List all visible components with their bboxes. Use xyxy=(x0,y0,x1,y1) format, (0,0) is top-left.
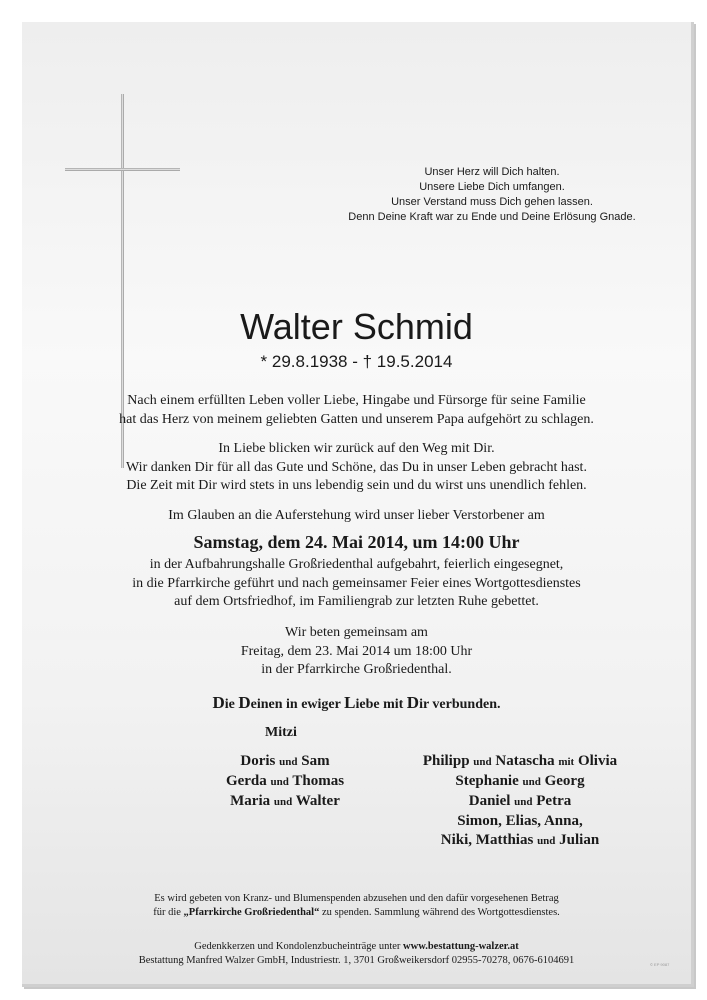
prayer-line: Wir beten gemeinsam am xyxy=(285,625,428,640)
life-dates: * 29.8.1938 - † 19.5.2014 xyxy=(260,352,453,371)
heading-cap: D xyxy=(406,693,420,712)
poem-line: Unsere Liebe Dich umfangen. xyxy=(419,181,565,193)
signature-line: Simon, Elias, Anna, xyxy=(457,813,583,829)
footer-line: Gedenkkerzen und Kondolenzbucheinträge unter www.bestattung-walzer.at xyxy=(194,941,519,952)
signature-widow: Mitzi xyxy=(265,725,297,740)
prayer-line: in der Pfarrkirche Großriedenthal. xyxy=(261,662,452,678)
heading-cap: D xyxy=(238,693,251,712)
heading-cap: D xyxy=(212,693,225,712)
signature-left-column xyxy=(192,752,378,812)
footer-line: Bestattung Manfred Walzer GmbH, Industriestr. 1, 3701 Großweikersdorf 02955-70278, 0676-6104691 xyxy=(138,955,575,966)
thanks-line: Wir danken Dir für all das Gute und Schöne, das Du in unser Leben gebracht hast. xyxy=(126,459,587,475)
signature-line: Philipp und Natascha mit Olivia xyxy=(422,753,618,769)
poem-line: Unser Herz will Dich halten. xyxy=(424,166,560,178)
signature-line: Maria und Walter xyxy=(230,793,340,809)
donation-line: für die „Pfarrkirche Großriedenthal“ zu spenden. Sammlung während des Wortgottesdienstes. xyxy=(153,907,560,918)
donation-recipient: „Pfarrkirche Großriedenthal“ xyxy=(183,907,320,918)
signature-heading xyxy=(22,693,691,715)
heading-text: iebe mit xyxy=(355,697,407,712)
signature-line: Daniel und Petra xyxy=(468,793,572,809)
website-link[interactable]: www.bestattung-walzer.at xyxy=(403,941,519,952)
deceased-name: Walter Schmid xyxy=(240,306,473,347)
heading-text: ir verbunden. xyxy=(419,697,501,712)
print-id: © EP 9087 xyxy=(650,962,670,967)
obituary-card xyxy=(22,22,694,987)
intro-text xyxy=(22,392,691,429)
signature-line: Doris und Sam xyxy=(240,753,330,769)
funeral-detail-line: in der Aufbahrungshalle Großriedenthal aufgebahrt, feierlich eingesegnet, xyxy=(149,557,564,572)
undertaker-footer xyxy=(22,940,691,968)
prayer-notice xyxy=(22,624,691,680)
cross-horizontal-beam xyxy=(65,168,180,171)
signature-line: Stephanie und Georg xyxy=(455,773,585,789)
thanks-line: In Liebe blicken wir zurück auf den Weg mit Dir. xyxy=(218,441,495,456)
poem-line: Unser Verstand muss Dich gehen lassen. xyxy=(391,196,593,208)
heading-cap: L xyxy=(344,693,356,712)
poem-line: Denn Deine Kraft war zu Ende und Deine Erlösung Gnade. xyxy=(348,211,636,223)
signature-line: Niki, Matthias und Julian xyxy=(440,832,600,848)
prayer-line: Freitag, dem 23. Mai 2014 um 18:00 Uhr xyxy=(240,643,473,659)
funeral-detail-line: in die Pfarrkirche geführt und nach gemeinsamer Feier eines Wortgottesdienstes xyxy=(132,575,581,591)
signature-line: Gerda und Thomas xyxy=(225,773,345,789)
thanks-line: Die Zeit mit Dir wird stets in uns lebendig sein und du wirst uns unendlich fehlen. xyxy=(126,478,587,494)
heading-text: einen in ewiger xyxy=(250,697,345,712)
funeral-lead: Im Glauben an die Auferstehung wird unser lieber Verstorbener am xyxy=(168,508,545,523)
funeral-details xyxy=(22,556,691,612)
funeral-detail-line: auf dem Ortsfriedhof, im Familiengrab zur letzten Ruhe gebettet. xyxy=(174,594,539,610)
signature-right-column xyxy=(392,752,648,851)
intro-line: hat das Herz von meinem geliebten Gatten und unserem Papa aufgehört zu schlagen. xyxy=(119,411,594,427)
poem xyxy=(302,165,682,225)
thanks-text xyxy=(22,440,691,496)
funeral-date: Samstag, dem 24. Mai 2014, um 14:00 Uhr xyxy=(193,532,520,552)
donation-request xyxy=(22,892,691,920)
donation-line: Es wird gebeten von Kranz- und Blumenspenden abzusehen und den dafür vorgesehenen Betrag xyxy=(154,893,559,904)
intro-line: Nach einem erfüllten Leben voller Liebe, Hingabe und Fürsorge für seine Familie xyxy=(127,393,586,408)
heading-text: ie xyxy=(224,697,239,712)
